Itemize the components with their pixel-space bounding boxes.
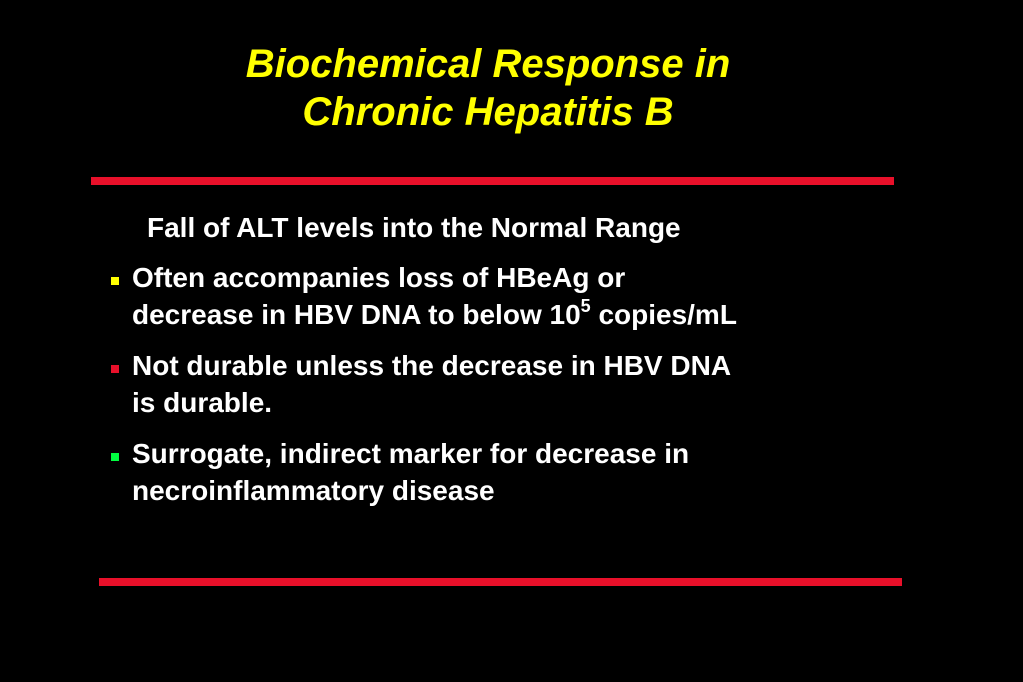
bullet-line [132,296,906,333]
subheading: Fall of ALT levels into the Normal Range [147,212,681,243]
slide-title [0,40,976,136]
bullet-text: copies/mL [590,299,737,330]
bullet-line: Often accompanies loss of HBeAg or [132,262,626,293]
square-bullet-icon [111,453,119,461]
slide-title-line-1: Biochemical Response in [245,42,731,86]
bullet-text: decrease in HBV DNA to below 10 [132,299,581,330]
bullet-line: Not durable unless the decrease in HBV DNA [132,350,732,381]
list-item [106,259,906,333]
top-divider [91,177,894,185]
bottom-divider [99,578,902,586]
bullet-list [106,259,906,523]
square-bullet-icon [111,277,119,285]
bullet-line: Surrogate, indirect marker for decrease in [132,438,690,469]
list-item [106,347,906,421]
bullet-line: is durable. [132,387,273,418]
list-item [106,435,906,509]
square-bullet-icon [111,365,119,373]
slide-title-line-2: Chronic Hepatitis B [302,90,674,134]
bullet-line: necroinflammatory disease [132,475,495,506]
exponent: 5 [580,296,591,316]
